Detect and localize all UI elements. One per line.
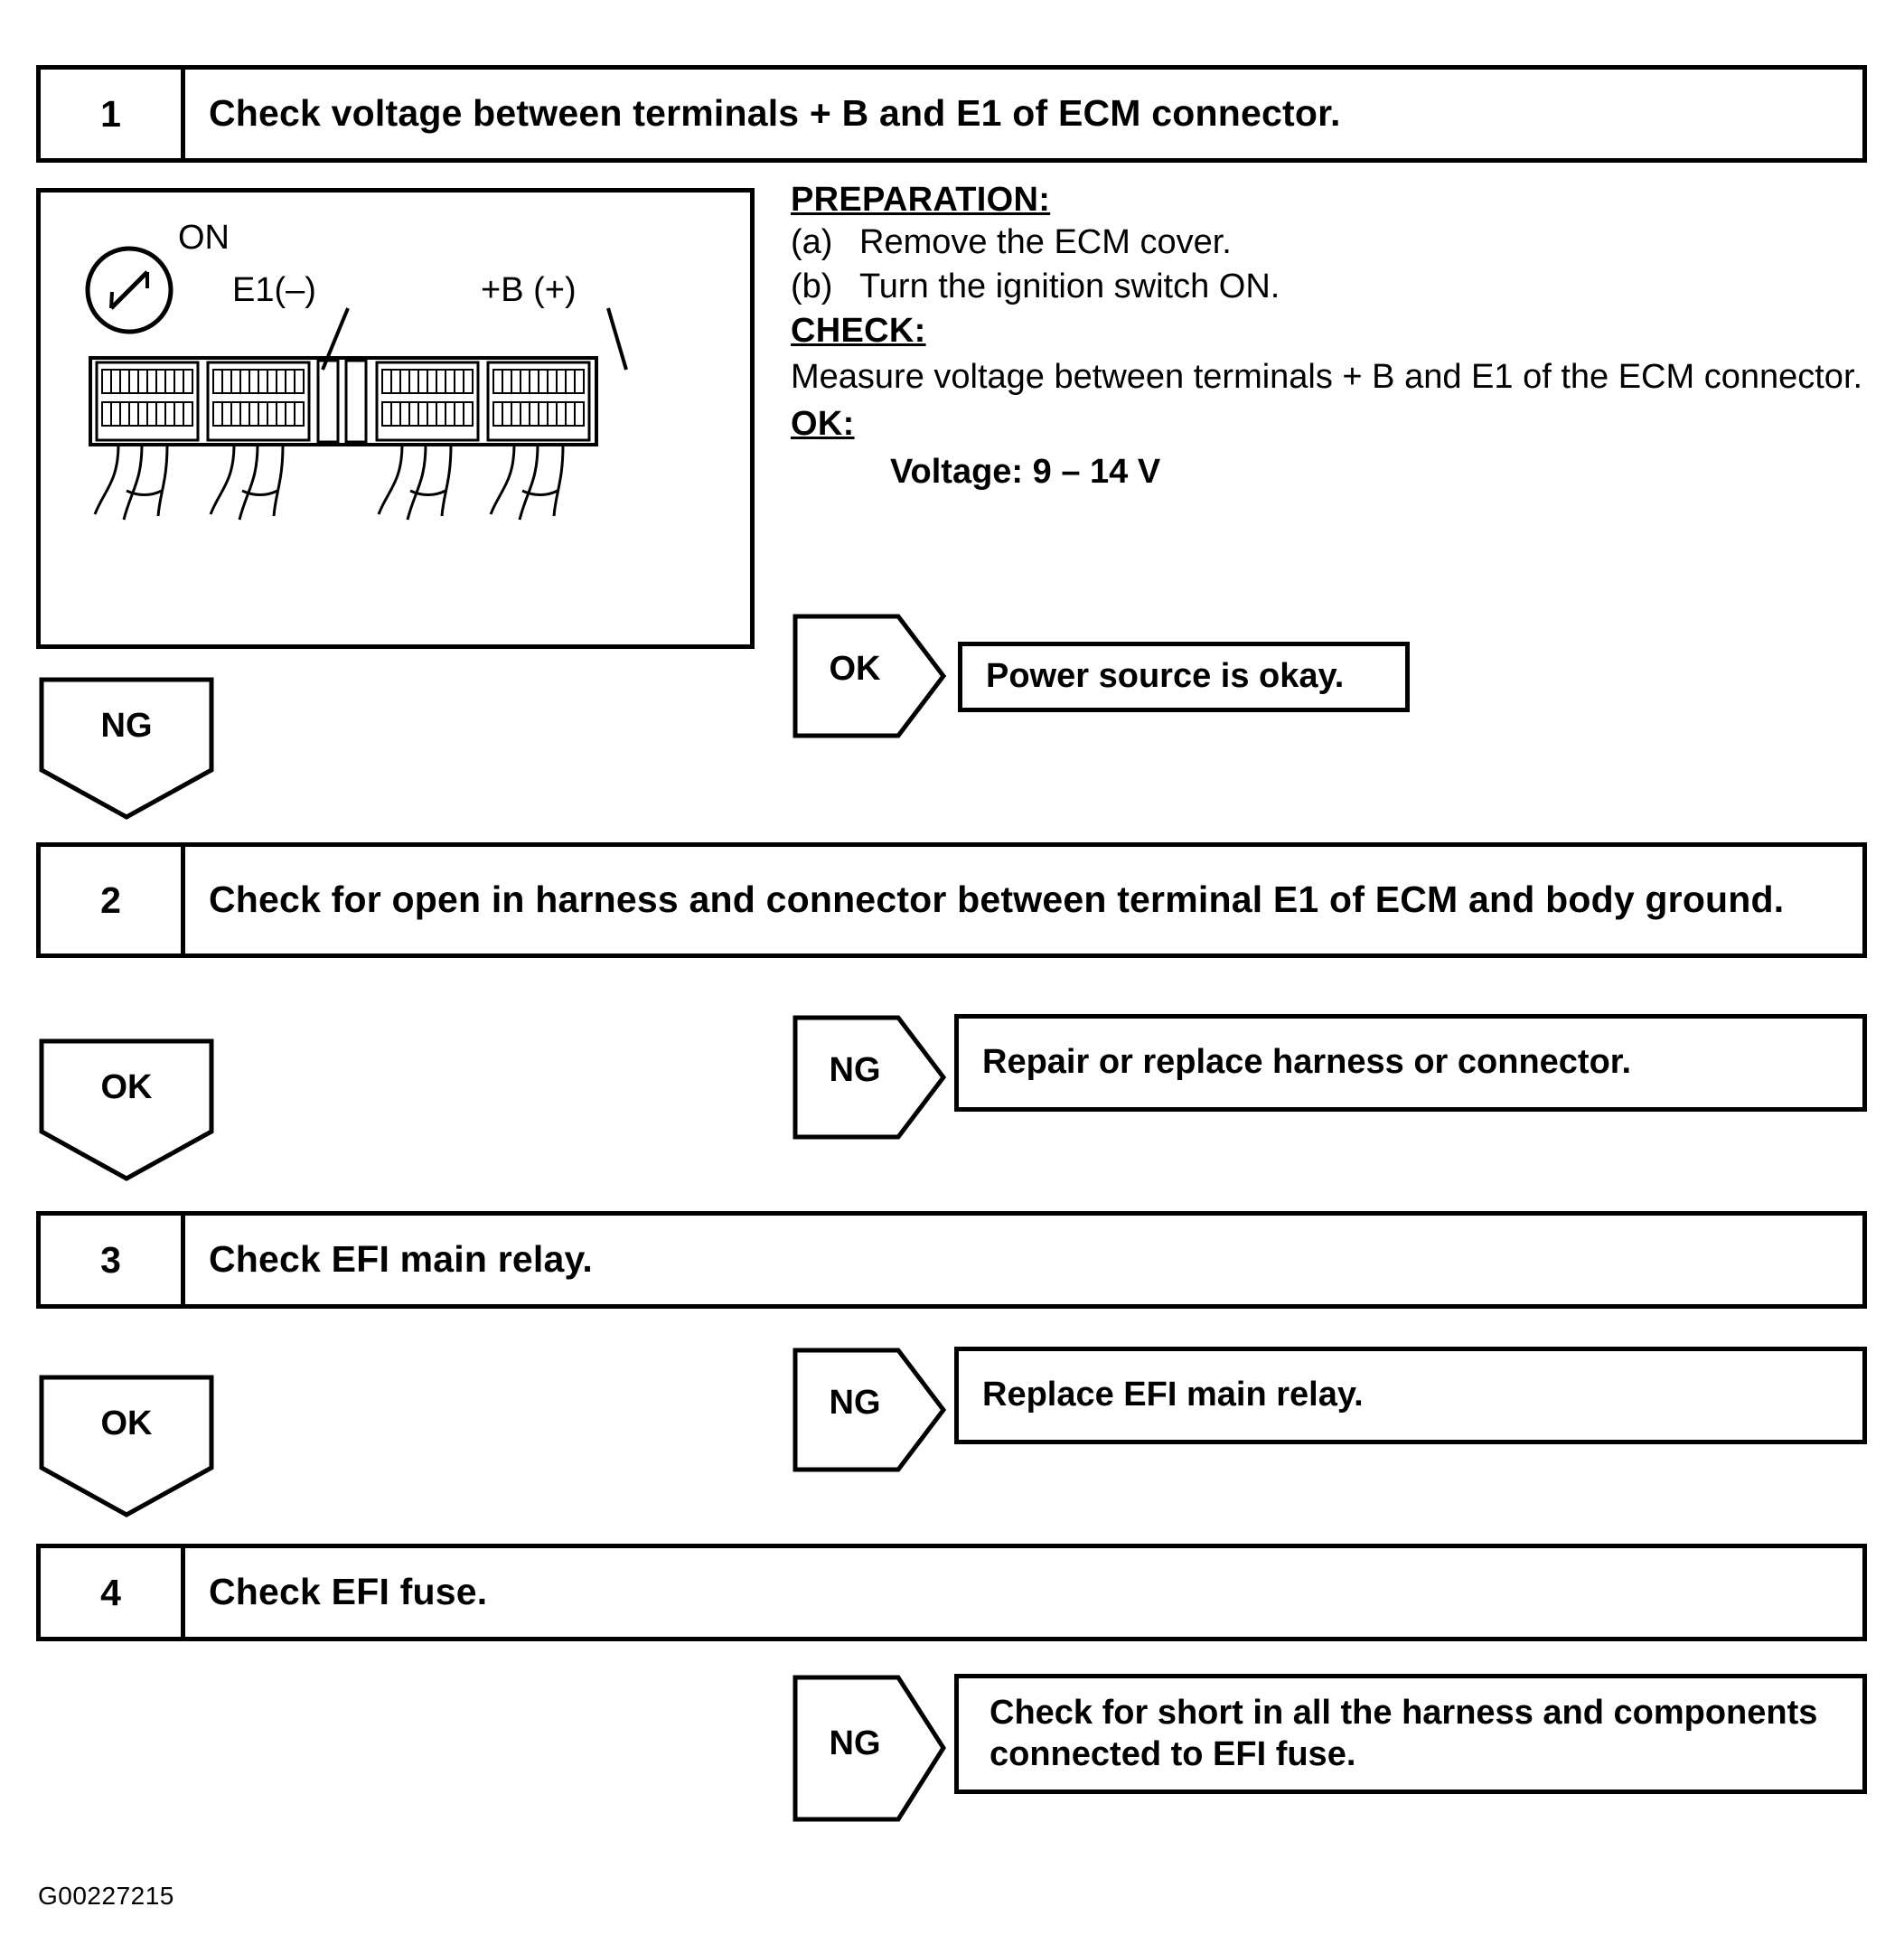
branch-arrow-step1-ok [792, 613, 947, 739]
result-box-step4-ng: Check for short in all the harness and components connected to EFI fuse. [954, 1674, 1867, 1794]
branch-label-step4-ng: NG [829, 1724, 881, 1762]
ecm-connector-illustration [36, 188, 755, 649]
illustration-terminal-right-label: +B (+) [481, 271, 577, 309]
step-box-3 [36, 1211, 1867, 1309]
ok-voltage-value: Voltage: 9 – 14 V [890, 452, 1161, 491]
prep-item-a-text: Remove the ECM cover. [859, 223, 1232, 261]
step1-details [791, 181, 1866, 492]
result-box-step2-ng: Repair or replace harness or connector. [954, 1014, 1867, 1112]
result-box-step3-ng: Replace EFI main relay. [954, 1347, 1867, 1444]
step-number-4: 4 [41, 1548, 185, 1637]
step-box-4 [36, 1544, 1867, 1641]
illustration-terminal-left-label: E1(–) [232, 271, 316, 309]
prep-item-a-marker: (a) [791, 223, 833, 261]
step-box-2 [36, 842, 1867, 958]
result-box-step1-ok: Power source is okay. [958, 642, 1410, 712]
check-heading: CHECK: [791, 312, 926, 350]
branch-arrow-step3-ok [38, 1374, 215, 1518]
branch-arrow-step3-ng [792, 1347, 947, 1473]
figure-number: G00227215 [38, 1882, 174, 1910]
step-box-1 [36, 65, 1867, 163]
step-title-4: Check EFI fuse. [209, 1571, 488, 1613]
ok-heading: OK: [791, 404, 855, 443]
step-number-3: 3 [41, 1216, 185, 1304]
illustration-switch-label: ON [178, 219, 230, 257]
branch-arrow-step2-ok [38, 1038, 215, 1182]
branch-arrow-step1-ng [38, 676, 215, 821]
prep-item-b-marker: (b) [791, 268, 833, 305]
branch-arrow-step4-ng [792, 1674, 947, 1800]
step-number-2: 2 [41, 847, 185, 954]
prep-item-b-text: Turn the ignition switch ON. [859, 268, 1280, 305]
branch-label-step1-ng: NG [100, 707, 153, 745]
branch-label-step1-ok: OK [829, 650, 881, 688]
step-title-2: Check for open in harness and connector between terminal E1 of ECM and body ground. [209, 878, 1785, 921]
step-number-1: 1 [41, 70, 185, 158]
branch-label-step3-ng: NG [829, 1384, 881, 1422]
prep-item-b [791, 268, 1866, 306]
check-text: Measure voltage between terminals + B and E1 of the ECM connector. [791, 358, 1863, 396]
prep-item-a [791, 223, 1866, 262]
branch-label-step2-ok: OK [100, 1068, 153, 1106]
branch-label-step3-ok: OK [100, 1404, 153, 1442]
step-title-3: Check EFI main relay. [209, 1238, 594, 1281]
step-title-1: Check voltage between terminals + B and E1 of ECM connector. [209, 92, 1341, 135]
preparation-heading: PREPARATION: [791, 181, 1051, 219]
branch-label-step2-ng: NG [829, 1051, 881, 1089]
ecm-connector-drawing [41, 193, 750, 644]
branch-arrow-step2-ng [792, 1014, 947, 1141]
